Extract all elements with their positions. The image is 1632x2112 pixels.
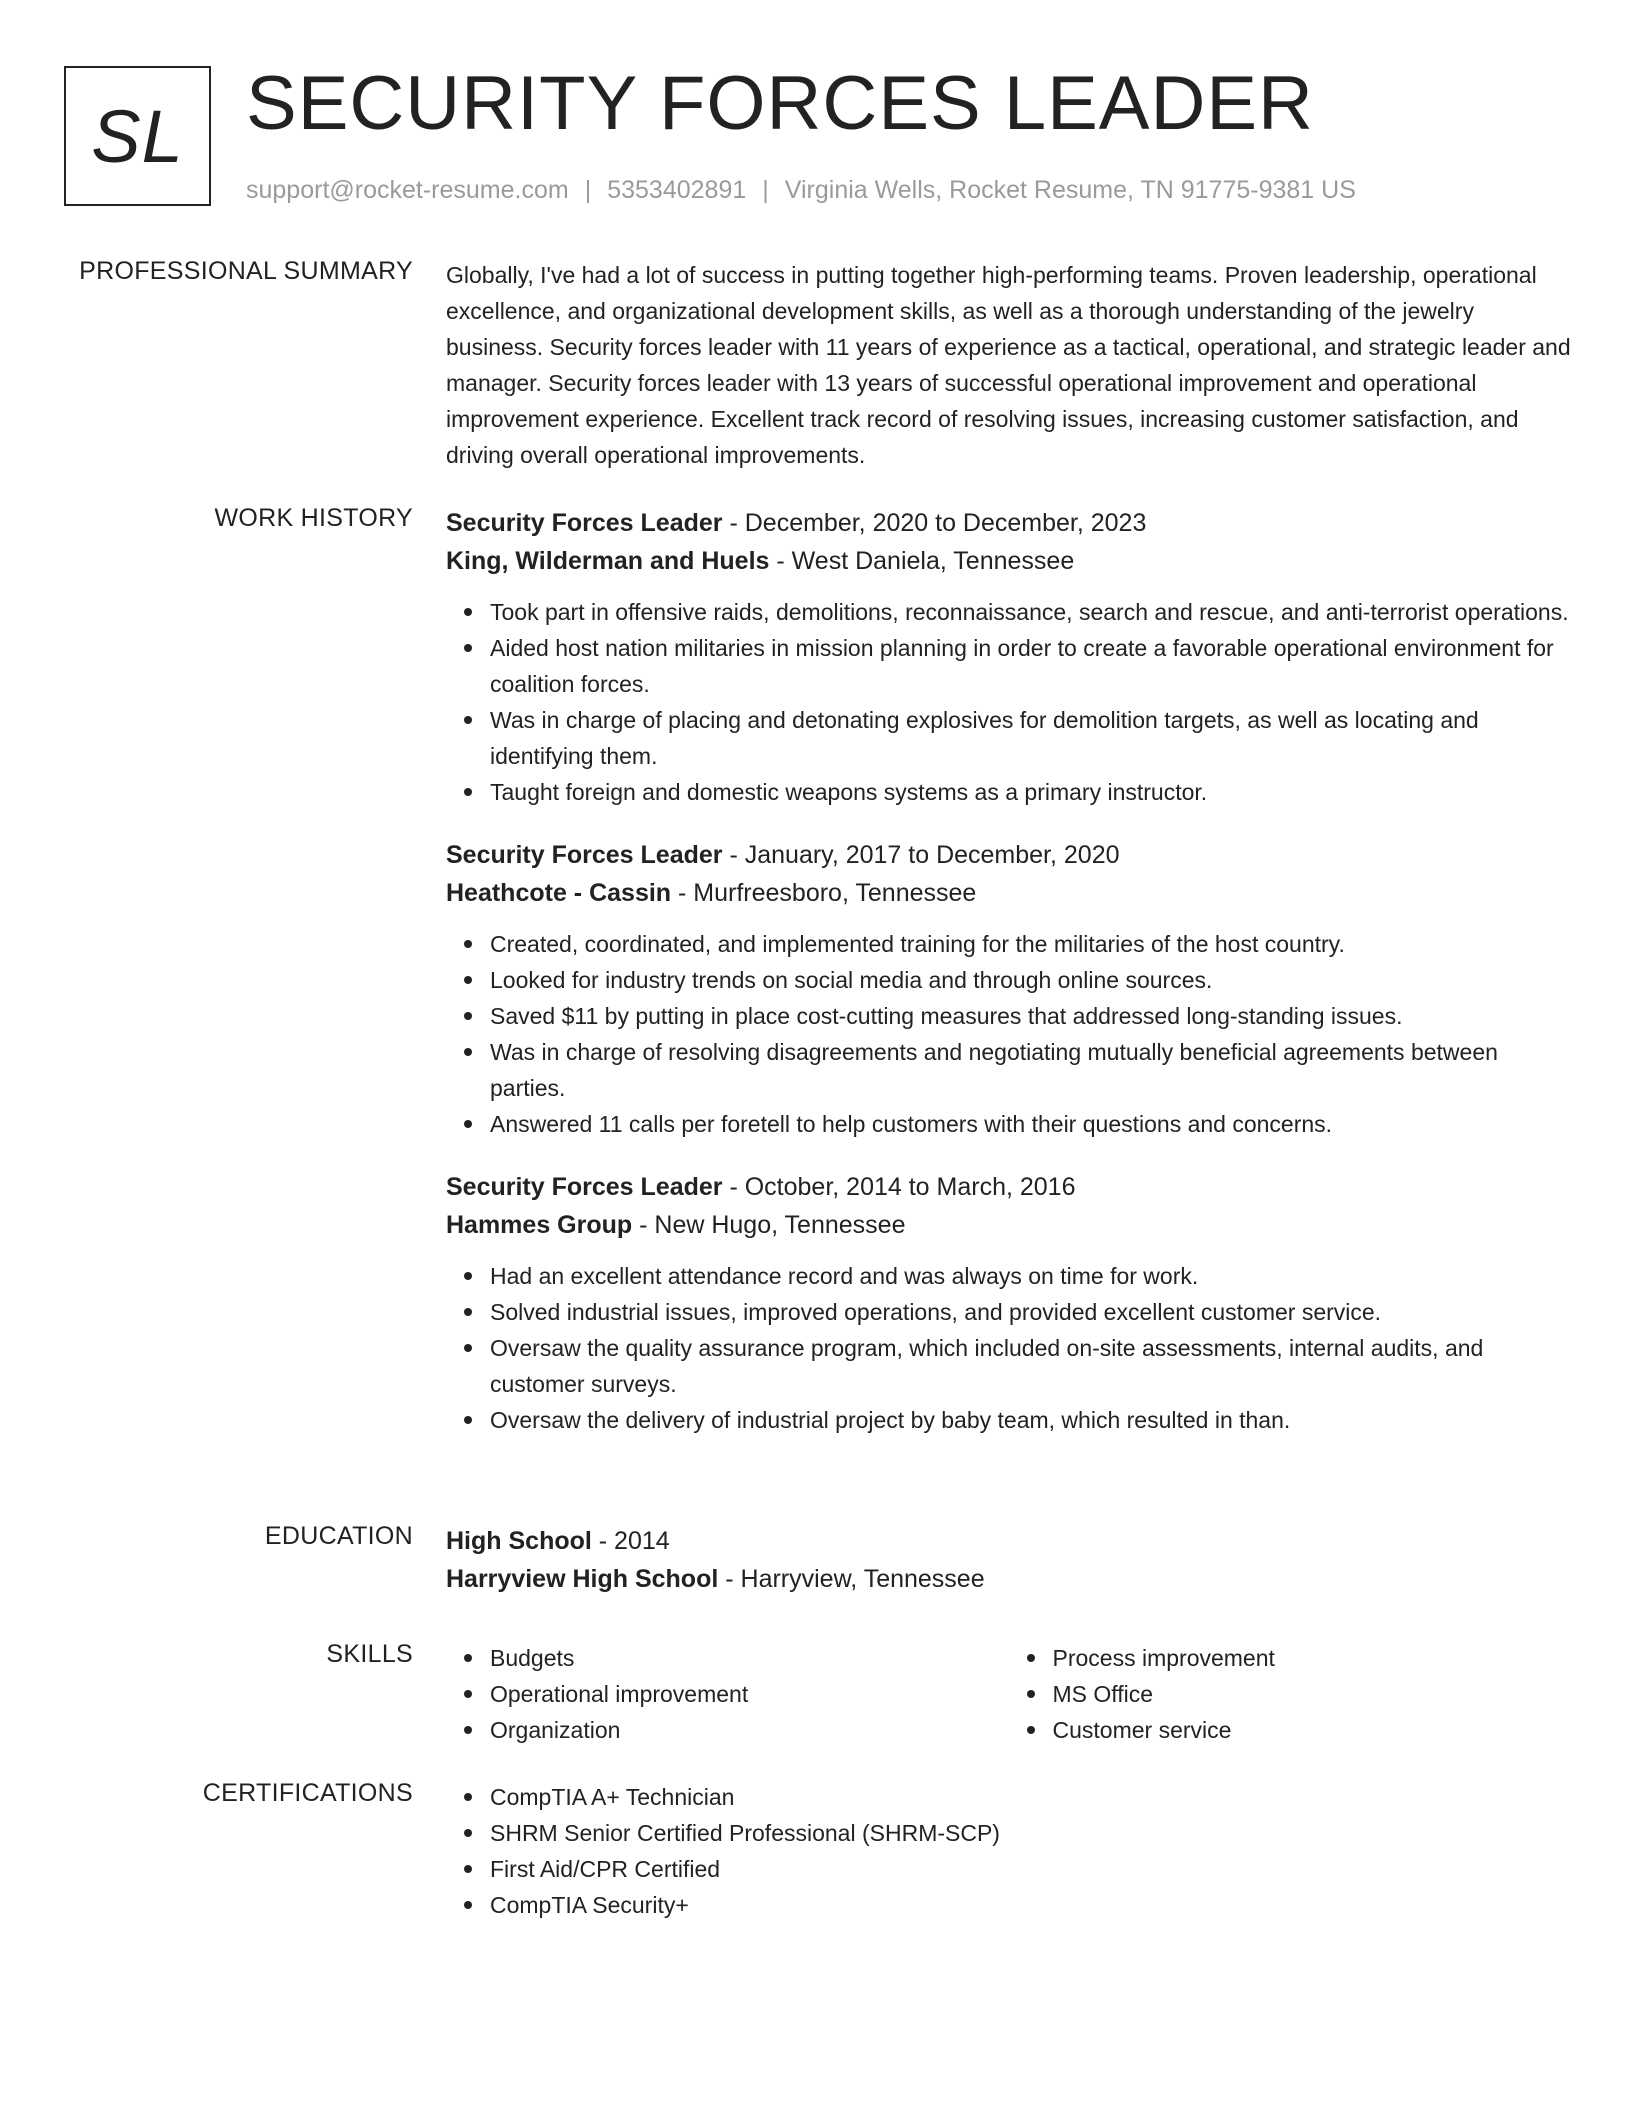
job-title: Security Forces Leader <box>446 509 723 537</box>
job-location: - Murfreesboro, Tennessee <box>671 879 977 907</box>
section-label: CERTIFICATIONS <box>202 1779 413 1807</box>
address: Virginia Wells, Rocket Resume, TN 91775-9381 US <box>784 176 1356 204</box>
email: support@rocket-resume.com <box>246 176 569 204</box>
skills-column <box>446 1640 1009 1748</box>
list-item: Saved $11 by putting in place cost-cutting measures that addressed long-standing issues. <box>490 998 1571 1034</box>
job-list <box>446 504 1571 1464</box>
list-item: Aided host nation militaries in mission planning in order to create a favorable operational environment for coalition forces. <box>490 630 1571 702</box>
skill-item: Process improvement <box>1053 1640 1572 1676</box>
list-item: Taught foreign and domestic weapons systems as a primary instructor. <box>490 774 1571 810</box>
certification-item: SHRM Senior Certified Professional (SHRM-SCP) <box>490 1815 1571 1851</box>
certifications-list <box>446 1779 1571 1923</box>
section-label: EDUCATION <box>264 1522 413 1550</box>
job-location: - New Hugo, Tennessee <box>632 1211 906 1239</box>
job-entry <box>446 836 1571 1142</box>
job-dates: - October, 2014 to March, 2016 <box>722 1173 1076 1201</box>
job-entry <box>446 504 1571 810</box>
list-item: Had an excellent attendance record and was always on time for work. <box>490 1258 1571 1294</box>
skills-column <box>1009 1640 1572 1748</box>
contact-separator: | <box>584 176 592 204</box>
job-entry <box>446 1168 1571 1438</box>
certification-item: CompTIA Security+ <box>490 1887 1571 1923</box>
list-item: Looked for industry trends on social media and through online sources. <box>490 962 1571 998</box>
summary-text: Globally, I've had a lot of success in putting together high-performing teams. Proven leadership, operational excellence, and organizational development skills, as well as a thorough understanding of the jewelry business. Security forces leader with 11 years of experience as a tactical, operational, and strategic leader and manager. Security forces leader with 13 years of successful operational improvement and operational improvement experience. Excellent track record of resolving issues, increasing customer satisfaction, and driving overall operational improvements. <box>446 262 1571 468</box>
list-item: Took part in offensive raids, demolitions, reconnaissance, search and rescue, and anti-terrorist operations. <box>490 594 1571 630</box>
skill-item: MS Office <box>1053 1676 1572 1712</box>
graduation-year: - 2014 <box>591 1527 670 1555</box>
degree: High School <box>446 1527 592 1555</box>
certification-item: First Aid/CPR Certified <box>490 1851 1571 1887</box>
list-item: Oversaw the quality assurance program, which included on-site assessments, internal audits, and customer surveys. <box>490 1330 1571 1402</box>
job-bullets <box>446 926 1571 1142</box>
skill-item: Customer service <box>1053 1712 1572 1748</box>
list-item: Created, coordinated, and implemented training for the militaries of the host country. <box>490 926 1571 962</box>
candidate-name: SECURITY FORCES LEADER <box>246 61 1314 146</box>
section-label: WORK HISTORY <box>214 504 413 532</box>
school-location: - Harryview, Tennessee <box>718 1565 985 1593</box>
job-company: Hammes Group <box>446 1211 633 1239</box>
list-item: Was in charge of resolving disagreements and negotiating mutually beneficial agreements between parties. <box>490 1034 1571 1106</box>
job-location: - West Daniela, Tennessee <box>769 547 1075 575</box>
job-bullets <box>446 594 1571 810</box>
resume-header <box>64 61 1592 216</box>
job-company: King, Wilderman and Huels <box>446 547 770 575</box>
certification-item: CompTIA A+ Technician <box>490 1779 1571 1815</box>
job-title: Security Forces Leader <box>446 841 723 869</box>
skill-item: Operational improvement <box>490 1676 1009 1712</box>
skill-item: Organization <box>490 1712 1009 1748</box>
list-item: Answered 11 calls per foretell to help customers with their questions and concerns. <box>490 1106 1571 1142</box>
job-title: Security Forces Leader <box>446 1173 723 1201</box>
phone: 5353402891 <box>607 176 747 204</box>
school-name: Harryview High School <box>446 1565 719 1593</box>
job-dates: - January, 2017 to December, 2020 <box>722 841 1120 869</box>
skill-item: Budgets <box>490 1640 1009 1676</box>
section-label: PROFESSIONAL SUMMARY <box>79 257 413 285</box>
initials-monogram: SL <box>64 66 211 206</box>
list-item: Oversaw the delivery of industrial project by baby team, which resulted in than. <box>490 1402 1571 1438</box>
list-item: Solved industrial issues, improved operations, and provided excellent customer service. <box>490 1294 1571 1330</box>
section-label: SKILLS <box>326 1640 413 1668</box>
job-dates: - December, 2020 to December, 2023 <box>722 509 1147 537</box>
list-item: Was in charge of placing and detonating explosives for demolition targets, as well as locating and identifying them. <box>490 702 1571 774</box>
job-company: Heathcote - Cassin <box>446 879 672 907</box>
job-bullets <box>446 1258 1571 1438</box>
contact-line <box>246 176 1356 205</box>
contact-separator: | <box>762 176 769 204</box>
